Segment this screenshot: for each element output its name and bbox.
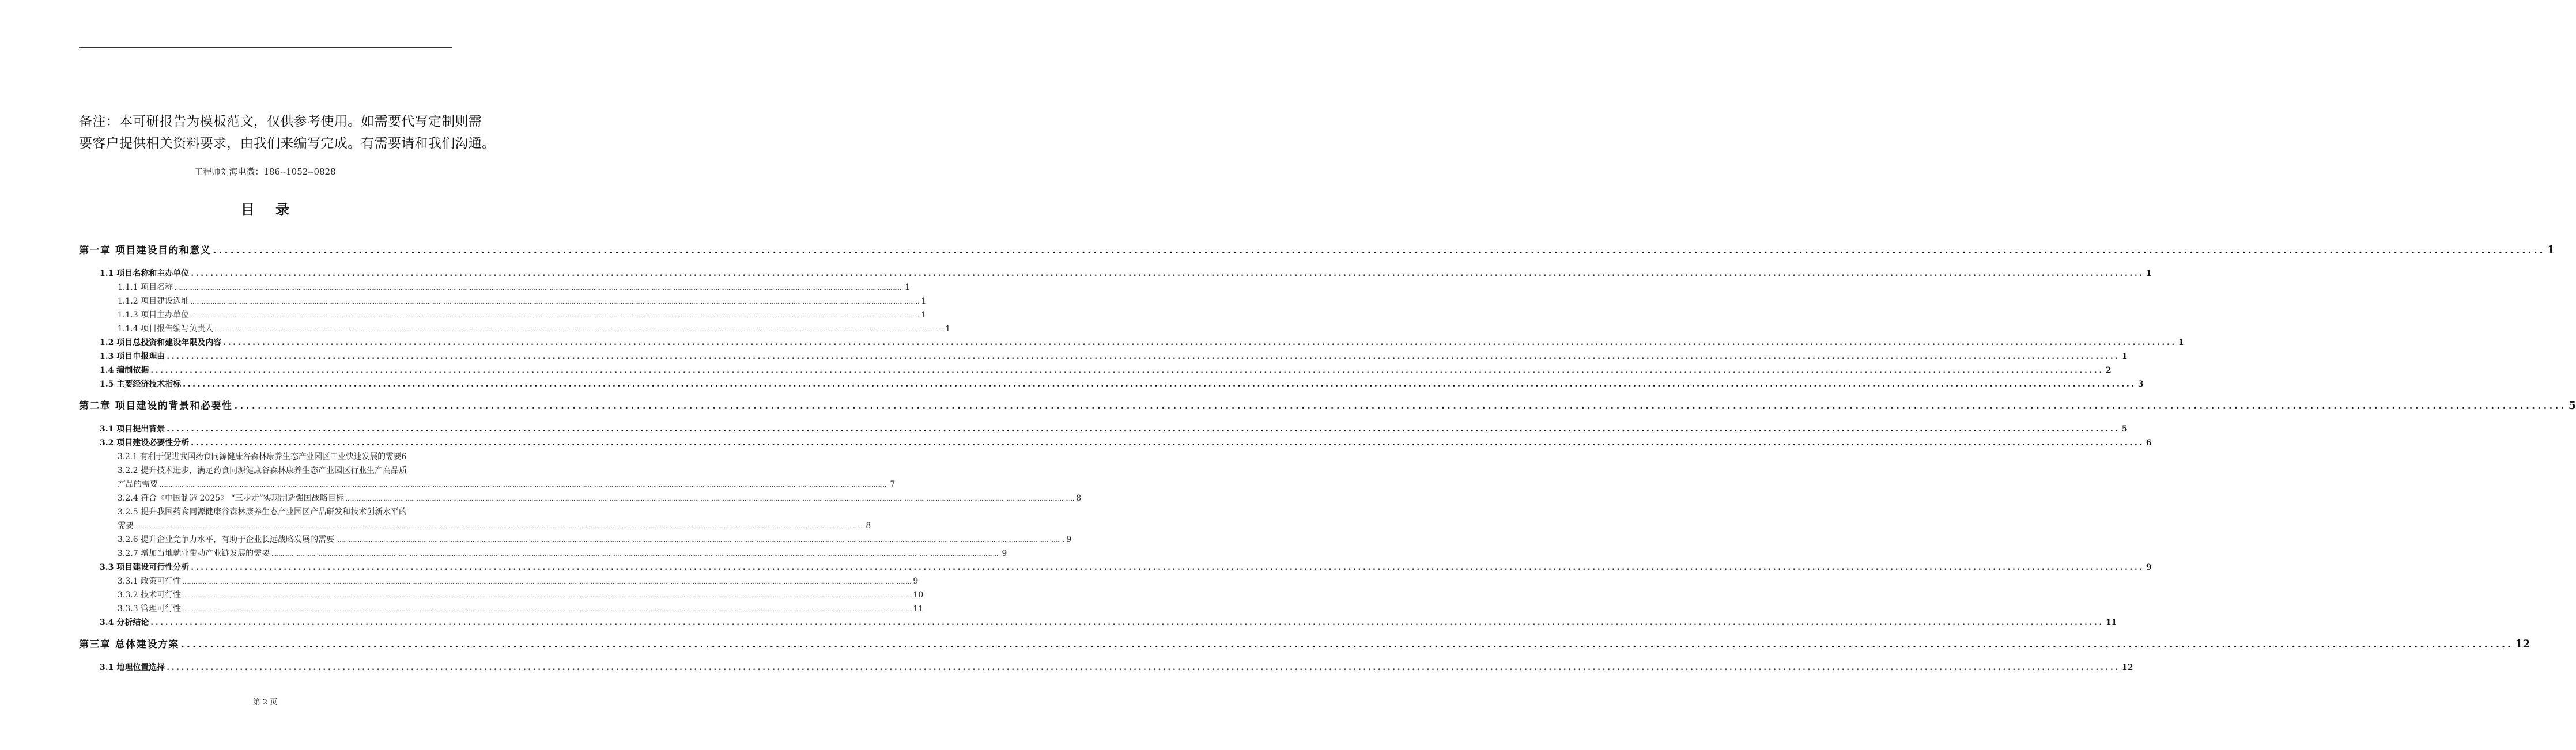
toc-leader: ................................................................................................................................................................................................................................................................................................................................................................................................................: [183, 607, 912, 613]
toc-label: 3.3.3 管理可行性: [118, 604, 182, 613]
toc-page: 3: [2137, 380, 2144, 389]
toc-entry-3-1-location[interactable]: [100, 661, 2133, 673]
toc-entry-3-2[interactable]: [100, 437, 2152, 448]
toc-page: 8: [1076, 494, 1082, 503]
page-footer: 第 2 页: [252, 698, 278, 707]
toc-label: 1.3 项目申报理由: [100, 352, 165, 361]
toc-leader: ................................................................................................................................................................................................................................................................................................................................................................................................................: [215, 327, 944, 333]
toc-label: 1.4 编制依据: [100, 366, 149, 375]
toc-entry-3-2-2[interactable]: [118, 478, 896, 490]
toc-leader: ................................................................................................................................................................................................................................................................................................................................................................................................................: [167, 425, 2120, 434]
toc-page: 5: [2121, 425, 2128, 434]
toc-page: 1: [2121, 352, 2128, 361]
toc-leader: ................................................................................................................................................................................................................................................................................................................................................................................................................: [183, 380, 2136, 389]
toc-entry-chapter-1[interactable]: [79, 242, 2555, 256]
toc-label: 3.2.6 提升企业竞争力水平，有助于企业长远战略发展的需要: [118, 535, 335, 544]
toc-leader: ................................................................................................................................................................................................................................................................................................................................................................................................................: [175, 286, 904, 291]
toc-label: 3.4 分析结论: [100, 618, 149, 627]
toc-leader: ................................................................................................................................................................................................................................................................................................................................................................................................................: [191, 313, 920, 319]
disclaimer-note: [79, 111, 496, 154]
toc-leader: ................................................................................................................................................................................................................................................................................................................................................................................................................: [345, 497, 1075, 502]
toc-entry-3-2-4[interactable]: [118, 492, 1082, 503]
toc-entry-3-3-3[interactable]: [118, 603, 924, 614]
toc-entry-1-4[interactable]: [100, 364, 2112, 376]
toc-label: 1.1.4 项目报告编写负责人: [118, 324, 214, 334]
toc-entry-3-2-6[interactable]: [118, 533, 1072, 545]
toc-leader: ................................................................................................................................................................................................................................................................................................................................................................................................................: [191, 269, 2144, 278]
toc-leader: ................................................................................................................................................................................................................................................................................................................................................................................................................: [191, 563, 2144, 572]
toc-leader: ................................................................................................................................................................................................................................................................................................................................................................................................................: [167, 352, 2120, 361]
toc-label: 1.2 项目总投资和建设年限及内容: [100, 338, 222, 347]
note-line-1: 备注：本可研报告为模板范文，仅供参考使用。如需要代写定制则需: [79, 114, 482, 129]
toc-leader: ................................................................................................................................................................................................................................................................................................................................................................................................................: [167, 663, 2120, 672]
toc-label: 3.2 项目建设必要性分析: [100, 438, 190, 448]
toc-entry-1-5[interactable]: [100, 378, 2144, 389]
toc-leader: ................................................................................................................................................................................................................................................................................................................................................................................................................: [150, 366, 2104, 375]
toc-entry-3-3-1[interactable]: [118, 575, 919, 586]
toc-page: 2: [2105, 366, 2112, 375]
toc-entry-3-2-1[interactable]: [118, 450, 451, 462]
toc-page: 6: [401, 452, 407, 461]
toc-leader: ................................................................................................................................................................................................................................................................................................................................................................................................................: [183, 579, 912, 585]
toc-label: 1.5 主要经济技术指标: [100, 380, 182, 389]
toc-leader: ................................................................................................................................................................................................................................................................................................................................................................................................................: [191, 300, 920, 305]
toc-page: 8: [866, 521, 871, 531]
toc-entry-3-1[interactable]: [100, 423, 2128, 434]
toc-entry-3-4[interactable]: [100, 616, 2117, 628]
toc-leader: ................................................................................................................................................................................................................................................................................................................................................................................................................: [336, 538, 1065, 544]
toc-leader: ................................................................................................................................................................................................................................................................................................................................................................................................................: [191, 438, 2144, 448]
toc-leader: ................................................................................................................................................................................................................................................................................................................................................................................................................: [183, 593, 912, 599]
toc-entry-1-3[interactable]: [100, 350, 2128, 362]
toc-label: 3.3.1 政策可行性: [118, 577, 182, 586]
toc-label: 第二章 项目建设的背景和必要性: [79, 400, 233, 412]
toc-entry-1-1-1[interactable]: [118, 281, 911, 293]
toc-entry-1-2[interactable]: [100, 336, 2184, 348]
toc-page: 1: [921, 310, 927, 320]
toc-entry-chapter-3[interactable]: [79, 636, 2530, 650]
toc-page: 10: [913, 590, 924, 600]
toc-leader: ................................................................................................................................................................................................................................................................................................................................................................................................................: [234, 400, 2567, 412]
toc-leader: ................................................................................................................................................................................................................................................................................................................................................................................................................: [180, 639, 2514, 650]
toc-page: 12: [2121, 663, 2133, 672]
toc-label: 1.1 项目名称和主办单位: [100, 269, 190, 278]
toc-page: 1: [2178, 338, 2184, 347]
toc-leader: ................................................................................................................................................................................................................................................................................................................................................................................................................: [223, 338, 2177, 347]
toc-page: 1: [2547, 244, 2555, 256]
toc-page: 12: [2515, 638, 2530, 650]
toc-leader: ................................................................................................................................................................................................................................................................................................................................................................................................................: [135, 524, 864, 530]
toc-entry-3-3[interactable]: [100, 561, 2152, 573]
toc-label: 需要: [118, 521, 134, 531]
toc-leader: ................................................................................................................................................................................................................................................................................................................................................................................................................: [271, 552, 1000, 558]
toc-label: 产品的需要: [118, 480, 158, 489]
toc-entry-1-1-4[interactable]: [118, 323, 951, 334]
toc-page: 5: [2568, 399, 2576, 412]
toc-page: 9: [1002, 549, 1007, 558]
toc-page: 11: [2105, 618, 2117, 627]
toc-page: 1: [921, 297, 927, 306]
toc-label: 1.1.3 项目主办单位: [118, 310, 190, 320]
contact-line: 工程师刘海电微：186--1052--0828: [194, 166, 336, 177]
header-rule: [79, 47, 452, 48]
toc-entry-3-2-5[interactable]: [118, 520, 871, 531]
toc-label: 3.1 地理位置选择: [100, 663, 165, 672]
toc-page: 9: [2146, 563, 2152, 572]
toc-title: 目 录: [240, 201, 298, 218]
toc-label: 1.1.1 项目名称: [118, 283, 173, 292]
toc-page: 6: [2146, 438, 2152, 448]
toc-entry-chapter-2[interactable]: [79, 397, 2576, 412]
toc-entry-3-2-2-line-1[interactable]: 3.2.2 提升技术进步，满足药食同源健康谷森林康养生态产业园区行业生产高品质: [118, 466, 407, 475]
toc-label: 3.2.1 有利于促进我国药食同源健康谷森林康养生态产业园区工业快速发展的需要: [118, 452, 402, 461]
toc-label: 3.1 项目提出背景: [100, 425, 165, 434]
toc-label: 第三章 总体建设方案: [79, 639, 179, 650]
toc-page: 1: [945, 324, 951, 334]
toc-label: 第一章 项目建设目的和意义: [79, 245, 211, 256]
toc-leader: ................................................................................................................................................................................................................................................................................................................................................................................................................: [213, 245, 2545, 256]
toc-page: 9: [913, 577, 919, 586]
toc-page: 11: [913, 604, 924, 613]
toc-leader: ................................................................................................................................................................................................................................................................................................................................................................................................................: [160, 483, 889, 488]
toc-page: 1: [905, 283, 911, 292]
toc-page: 7: [890, 480, 896, 489]
toc-entry-3-3-2[interactable]: [118, 589, 924, 600]
toc-entry-1-1-3[interactable]: [118, 309, 927, 320]
toc-entry-1-1-2[interactable]: [118, 295, 927, 306]
toc-label: 3.3.2 技术可行性: [118, 590, 182, 600]
note-line-2: 要客户提供相关资料要求，由我们来编写完成。有需要请和我们沟通。: [79, 136, 496, 151]
toc-label: 1.1.2 项目建设选址: [118, 297, 190, 306]
toc-label: 3.2.4 符合《中国制造 2025》 “三步走”实现制造强国战略目标: [118, 494, 344, 503]
toc-entry-3-2-5-line-1[interactable]: 3.2.5 提升我国药食同源健康谷森林康养生态产业园区产品研发和技术创新水平的: [118, 507, 407, 517]
toc-page: 1: [2146, 269, 2152, 278]
toc-label: 3.2.7 增加当地就业带动产业链发展的需要: [118, 549, 270, 558]
toc-leader: ................................................................................................................................................................................................................................................................................................................................................................................................................: [150, 618, 2104, 627]
toc-label: 3.3 项目建设可行性分析: [100, 563, 190, 572]
toc-page: 9: [1066, 535, 1072, 544]
toc-entry-1-1[interactable]: [100, 267, 2152, 279]
toc-entry-3-2-7[interactable]: [118, 547, 1007, 559]
